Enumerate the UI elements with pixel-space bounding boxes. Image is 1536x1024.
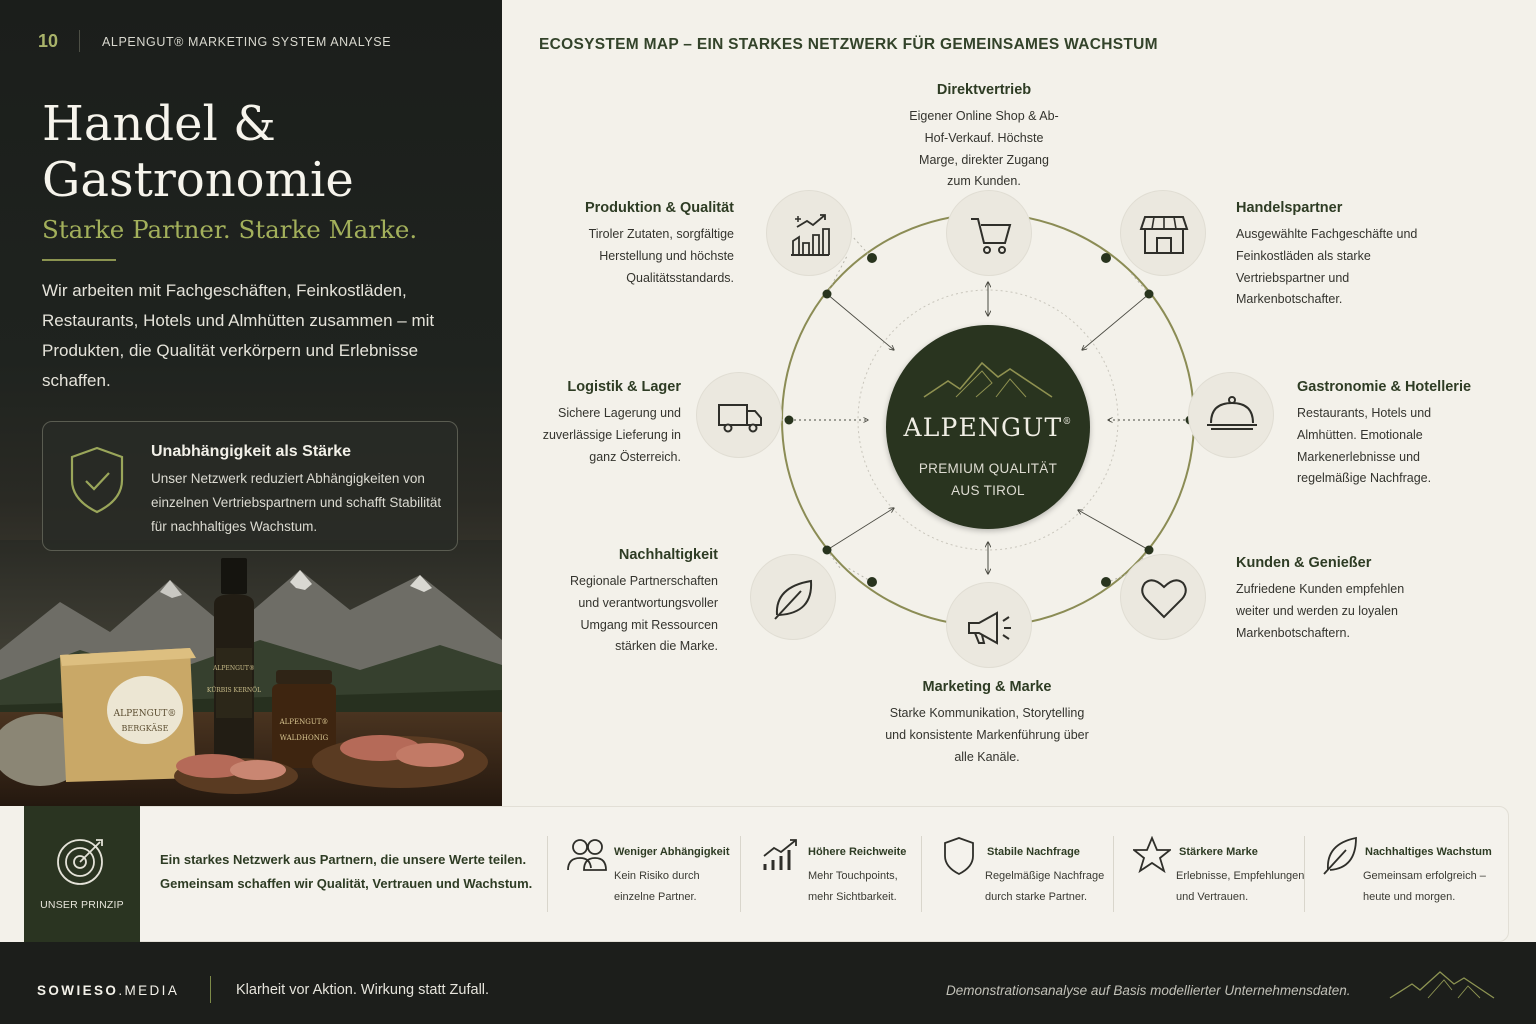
label-handelspartner [1236,200,1441,311]
brand-name: ALPENGUT [903,413,1063,442]
gastronomie-title: Gastronomie & Hotellerie [1297,379,1472,395]
benefit-nachhaltiges-wachstum [1322,836,1500,912]
logistik-title: Logistik & Lager [567,379,681,395]
subtitle-underline [42,259,116,261]
heart-icon [1121,555,1207,641]
marketing-title: Marketing & Marke [922,679,1052,695]
benefit-5-text: Gemeinsam erfolgreich – heute und morgen. [1363,870,1486,903]
kunden-text: Zufriedene Kunden empfehlen weiter und werden zu loyalen Markenbotschaftern. [1236,582,1405,640]
benefit-divider [740,836,741,912]
handelspartner-title: Handelspartner [1236,200,1343,216]
left-panel [0,0,502,806]
benefit-1-title: Weniger Abhängigkeit [614,846,730,858]
direktvertrieb-title: Direktvertrieb [936,82,1032,98]
label-gastronomie [1297,379,1507,490]
benefit-3-text: Regelmäßige Nachfrage durch starke Partner. [985,870,1105,903]
benefit-5-title: Nachhaltiges Wachstum [1365,846,1492,858]
independence-card [42,421,458,551]
leaf-icon [1322,836,1358,876]
kunden-title: Kunden & Genießer [1236,555,1372,571]
benefit-staerkere-marke [1133,836,1305,912]
page-title: Handel & Gastronomie [42,96,354,208]
mountain-icon [1388,966,1498,1002]
benefit-1-text: Kein Risiko durch einzelne Partner. [614,870,700,903]
honey-name: WALDHONIG [279,734,329,742]
label-nachhaltigkeit [548,547,718,658]
core-tagline-1: PREMIUM QUALITÄT [918,461,1058,476]
independence-title: Unabhängigkeit als Stärke [151,443,352,460]
storefront-icon [1121,191,1207,277]
direktvertrieb-text: Eigener Online Shop & Ab-Hof-Verkauf. Höchste Marge, direkter Zugang zum Kunden. [909,109,1059,189]
footer-disclaimer: Demonstrationsanalyse auf Basis modellierter Unternehmensdaten. [946,983,1351,998]
label-logistik [530,379,681,468]
shopping-cart-icon [947,191,1033,277]
independence-text: Unser Netzwerk reduziert Abhängigkeiten von einzelnen Vertriebspartnern und schafft Stabilität für nachhaltiges Wachstum. [151,471,442,534]
label-kunden [1236,555,1431,644]
core-brand [886,413,1090,442]
brand-reg: ® [1062,417,1073,427]
cloche-icon [1189,373,1275,459]
shield-icon [942,836,976,876]
principle-badge [24,806,140,942]
nachhaltigkeit-title: Nachhaltigkeit [618,547,718,563]
core-tagline-2: AUS TIROL [951,483,1025,498]
benefit-weniger-abhaengigkeit [566,836,736,912]
benefit-divider [1113,836,1114,912]
benefit-2-title: Höhere Reichweite [808,846,907,858]
label-produktion [560,200,734,289]
node-marketing[interactable] [946,582,1032,668]
node-produktion[interactable] [766,190,852,276]
star-icon [1133,836,1171,874]
core-tagline [886,458,1090,502]
page-number: 10 [38,31,59,51]
principle-statement: Ein starkes Netzwerk aus Partnern, die unsere Werte teilen. Gemeinsam schaffen wir Qualität, Vertrauen und Wachstum. [160,852,533,891]
node-kunden[interactable] [1120,554,1206,640]
header-divider [79,30,80,52]
nachhaltigkeit-text: Regionale Partnerschaften und verantwortungsvoller Umgang mit Ressourcen stärken die Marke. [569,574,718,654]
handelspartner-text: Ausgewählte Fachgeschäfte und Feinkostläden als starke Vertriebspartner und Markenbotschafter. [1236,227,1418,307]
growth-chart-icon [762,836,802,876]
footer-claim: Klarheit vor Aktion. Wirkung statt Zufall. [236,982,490,998]
benefit-2-text: Mehr Touchpoints, mehr Sichtbarkeit. [808,870,898,903]
marketing-text: Starke Kommunikation, Storytelling und konsistente Markenführung über alle Kanäle. [885,706,1089,764]
node-handelspartner[interactable] [1120,190,1206,276]
ecosystem-title: ECOSYSTEM MAP – EIN STARKES NETZWERK FÜR GEMEINSAMES WACHSTUM [539,36,1158,53]
logistik-text: Sichere Lagerung und zuverlässige Lieferung in ganz Österreich. [542,406,681,464]
benefit-stabile-nachfrage [942,836,1107,912]
oil-label: ALPENGUT® [213,665,255,672]
benefit-hoehere-reichweite [762,836,912,912]
benefit-divider [547,836,548,912]
node-direktvertrieb[interactable] [946,190,1032,276]
leaf-icon [751,555,837,641]
truck-icon [697,373,783,459]
gastronomie-text: Restaurants, Hotels und Almhütten. Emotionale Markenerlebnisse und regelmäßige Nachfrage. [1297,406,1432,486]
benefit-3-title: Stabile Nachfrage [987,846,1080,858]
intro-text: Wir arbeiten mit Fachgeschäften, Feinkostläden, Restaurants, Hotels und Almhütten zusammen – mit Produkten, die Qualität verkörpern und Erlebnisse schaffen. [42,281,435,390]
sowieso-media-logo[interactable] [37,983,179,998]
megaphone-icon [947,583,1033,669]
node-gastronomie[interactable] [1188,372,1274,458]
produktion-text: Tiroler Zutaten, sorgfältige Herstellung und höchste Qualitätsstandards. [588,227,734,285]
logo-light: .MEDIA [118,983,180,998]
logo-bold: SOWIESO [37,983,119,998]
cheese-label: ALPENGUT® [113,709,177,719]
page-subtitle: Starke Partner. Starke Marke. [42,215,418,244]
alpine-product-photo [0,540,502,806]
node-logistik[interactable] [696,372,782,458]
alpengut-core [886,325,1090,529]
benefit-divider [921,836,922,912]
benefit-4-text: Erlebnisse, Empfehlungen und Vertrauen. [1176,870,1305,903]
node-nachhaltigkeit[interactable] [750,554,836,640]
label-marketing [878,679,1096,768]
production-chart-icon [767,191,853,277]
oil-name: KÜRBIS KERNÖL [206,687,262,694]
cheese-name: BERGKÄSE [121,724,169,733]
document-title: ALPENGUT® MARKETING SYSTEM ANALYSE [102,35,392,49]
shield-check-icon [67,444,127,516]
produktion-title: Produktion & Qualität [584,200,734,216]
honey-label: ALPENGUT® [279,718,329,726]
principle-label: UNSER PRINZIP [40,899,124,911]
people-icon [566,836,608,876]
benefit-4-title: Stärkere Marke [1179,846,1258,858]
target-icon [46,824,118,896]
label-direktvertrieb [894,82,1074,193]
footer-divider [210,976,211,1003]
